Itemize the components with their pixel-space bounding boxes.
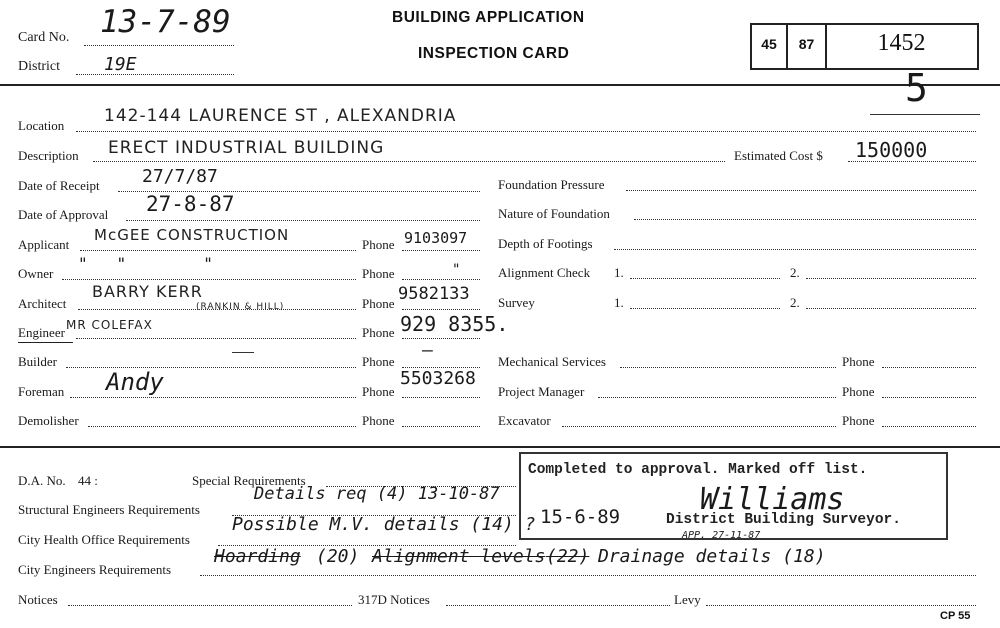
survey-num1: 1. bbox=[614, 295, 624, 310]
architect-phone-label: Phone bbox=[362, 296, 395, 311]
builder-phone-value: — bbox=[422, 340, 433, 361]
survey-num2: 2. bbox=[790, 295, 800, 310]
engineer-phone-label: Phone bbox=[362, 325, 395, 340]
card-no-value: 13-7-89 bbox=[100, 4, 231, 40]
applicant-label: Applicant bbox=[18, 237, 70, 252]
levy-label: Levy bbox=[674, 592, 701, 607]
approval-value: 27-8-87 bbox=[146, 192, 235, 216]
survey-label: Survey bbox=[498, 295, 535, 310]
da-value: 44 : bbox=[78, 473, 98, 488]
da-label: D.A. No. bbox=[18, 473, 66, 488]
city-eng-value1: (20) bbox=[316, 546, 360, 567]
owner-phone-value: " bbox=[452, 262, 461, 278]
foreman-phone-value: 5503268 bbox=[400, 368, 476, 389]
applicant-phone-label: Phone bbox=[362, 237, 395, 252]
receipt-label: Date of Receipt bbox=[18, 178, 100, 193]
structural-value: Details req (4) 13-10-87 bbox=[254, 484, 500, 504]
location-label: Location bbox=[18, 118, 65, 133]
stamp-date: 15-6-89 bbox=[540, 506, 621, 528]
city-eng-struck-hoarding: Hoarding bbox=[214, 546, 301, 567]
alignment-num2: 2. bbox=[790, 265, 800, 280]
estimated-cost-value: 150000 bbox=[855, 138, 928, 162]
architect-note: (RANKIN & HILL) bbox=[196, 302, 285, 312]
estimated-cost-label: Estimated Cost $ bbox=[734, 148, 823, 163]
health-label: City Health Office Requirements bbox=[18, 532, 190, 547]
applicant-value: McGEE CONSTRUCTION bbox=[94, 226, 290, 244]
description-value: ERECT INDUSTRIAL BUILDING bbox=[108, 138, 385, 158]
city-eng-value3: Drainage details (18) bbox=[598, 546, 826, 567]
approval-label: Date of Approval bbox=[18, 207, 109, 222]
location-value: 142-144 LAURENCE ST , ALEXANDRIA bbox=[104, 106, 457, 126]
form-title-line2: INSPECTION CARD bbox=[418, 45, 570, 62]
box-cell-a: 45 bbox=[761, 36, 777, 52]
builder-phone-label: Phone bbox=[362, 354, 395, 369]
structural-label: Structural Engineers Requirements bbox=[18, 502, 200, 517]
city-eng-struck-alignment: Alignment levels bbox=[372, 546, 546, 567]
city-eng-value2: (22) bbox=[546, 546, 590, 567]
excavator-label: Excavator bbox=[498, 413, 551, 428]
city-engineers-label: City Engineers Requirements bbox=[18, 562, 172, 577]
form-code: CP 55 bbox=[940, 610, 971, 622]
owner-label: Owner bbox=[18, 266, 54, 281]
handwritten-number: 5 bbox=[905, 66, 928, 110]
mechanical-label: Mechanical Services bbox=[498, 354, 606, 369]
owner-phone-label: Phone bbox=[362, 266, 395, 281]
card-no-label: Card No. bbox=[18, 30, 70, 45]
demolisher-phone-label: Phone bbox=[362, 413, 395, 428]
applicant-phone-value: 9103097 bbox=[404, 229, 468, 247]
foreman-value: Andy bbox=[106, 368, 164, 396]
notices-317d-label: 317D Notices bbox=[358, 592, 430, 607]
foreman-label: Foreman bbox=[18, 384, 65, 399]
engineer-value: MR COLEFAX bbox=[66, 318, 153, 332]
mechanical-phone-label: Phone bbox=[842, 354, 875, 369]
receipt-value: 27/7/87 bbox=[142, 166, 218, 187]
health-value: Possible M.V. details (14) ? bbox=[232, 514, 536, 535]
notices-label: Notices bbox=[18, 592, 58, 607]
builder-label: Builder bbox=[18, 354, 57, 369]
stamp-line2: District Building Surveyor. bbox=[666, 512, 901, 528]
form-title-line1: BUILDING APPLICATION bbox=[392, 9, 585, 26]
foundation-pressure-label: Foundation Pressure bbox=[498, 177, 605, 192]
engineer-phone-value: 929 8355. bbox=[400, 312, 509, 336]
city-eng-approval-note: APP. 27-11-87 bbox=[682, 530, 761, 541]
depth-footings-label: Depth of Footings bbox=[498, 236, 593, 251]
application-number: 1452 bbox=[877, 30, 926, 56]
foreman-phone-label: Phone bbox=[362, 384, 395, 399]
project-manager-label: Project Manager bbox=[498, 384, 585, 399]
district-label: District bbox=[18, 59, 60, 74]
architect-label: Architect bbox=[18, 296, 67, 311]
owner-value: " " " bbox=[78, 254, 213, 273]
engineer-label: Engineer bbox=[18, 325, 65, 340]
demolisher-label: Demolisher bbox=[18, 413, 79, 428]
architect-phone-value: 9582133 bbox=[398, 284, 470, 304]
box-cell-b: 87 bbox=[798, 36, 815, 52]
alignment-num1: 1. bbox=[614, 265, 624, 280]
project-manager-phone-label: Phone bbox=[842, 384, 875, 399]
stamp-line1: Completed to approval. Marked off list. bbox=[528, 462, 868, 478]
architect-value: BARRY KERR bbox=[92, 282, 203, 301]
description-label: Description bbox=[18, 148, 79, 163]
special-label: Special Requirements bbox=[192, 473, 306, 488]
stamp-signature: Williams bbox=[700, 482, 845, 517]
alignment-label: Alignment Check bbox=[498, 265, 591, 280]
excavator-phone-label: Phone bbox=[842, 413, 875, 428]
nature-foundation-label: Nature of Foundation bbox=[498, 206, 610, 221]
district-value: 19E bbox=[104, 54, 137, 75]
